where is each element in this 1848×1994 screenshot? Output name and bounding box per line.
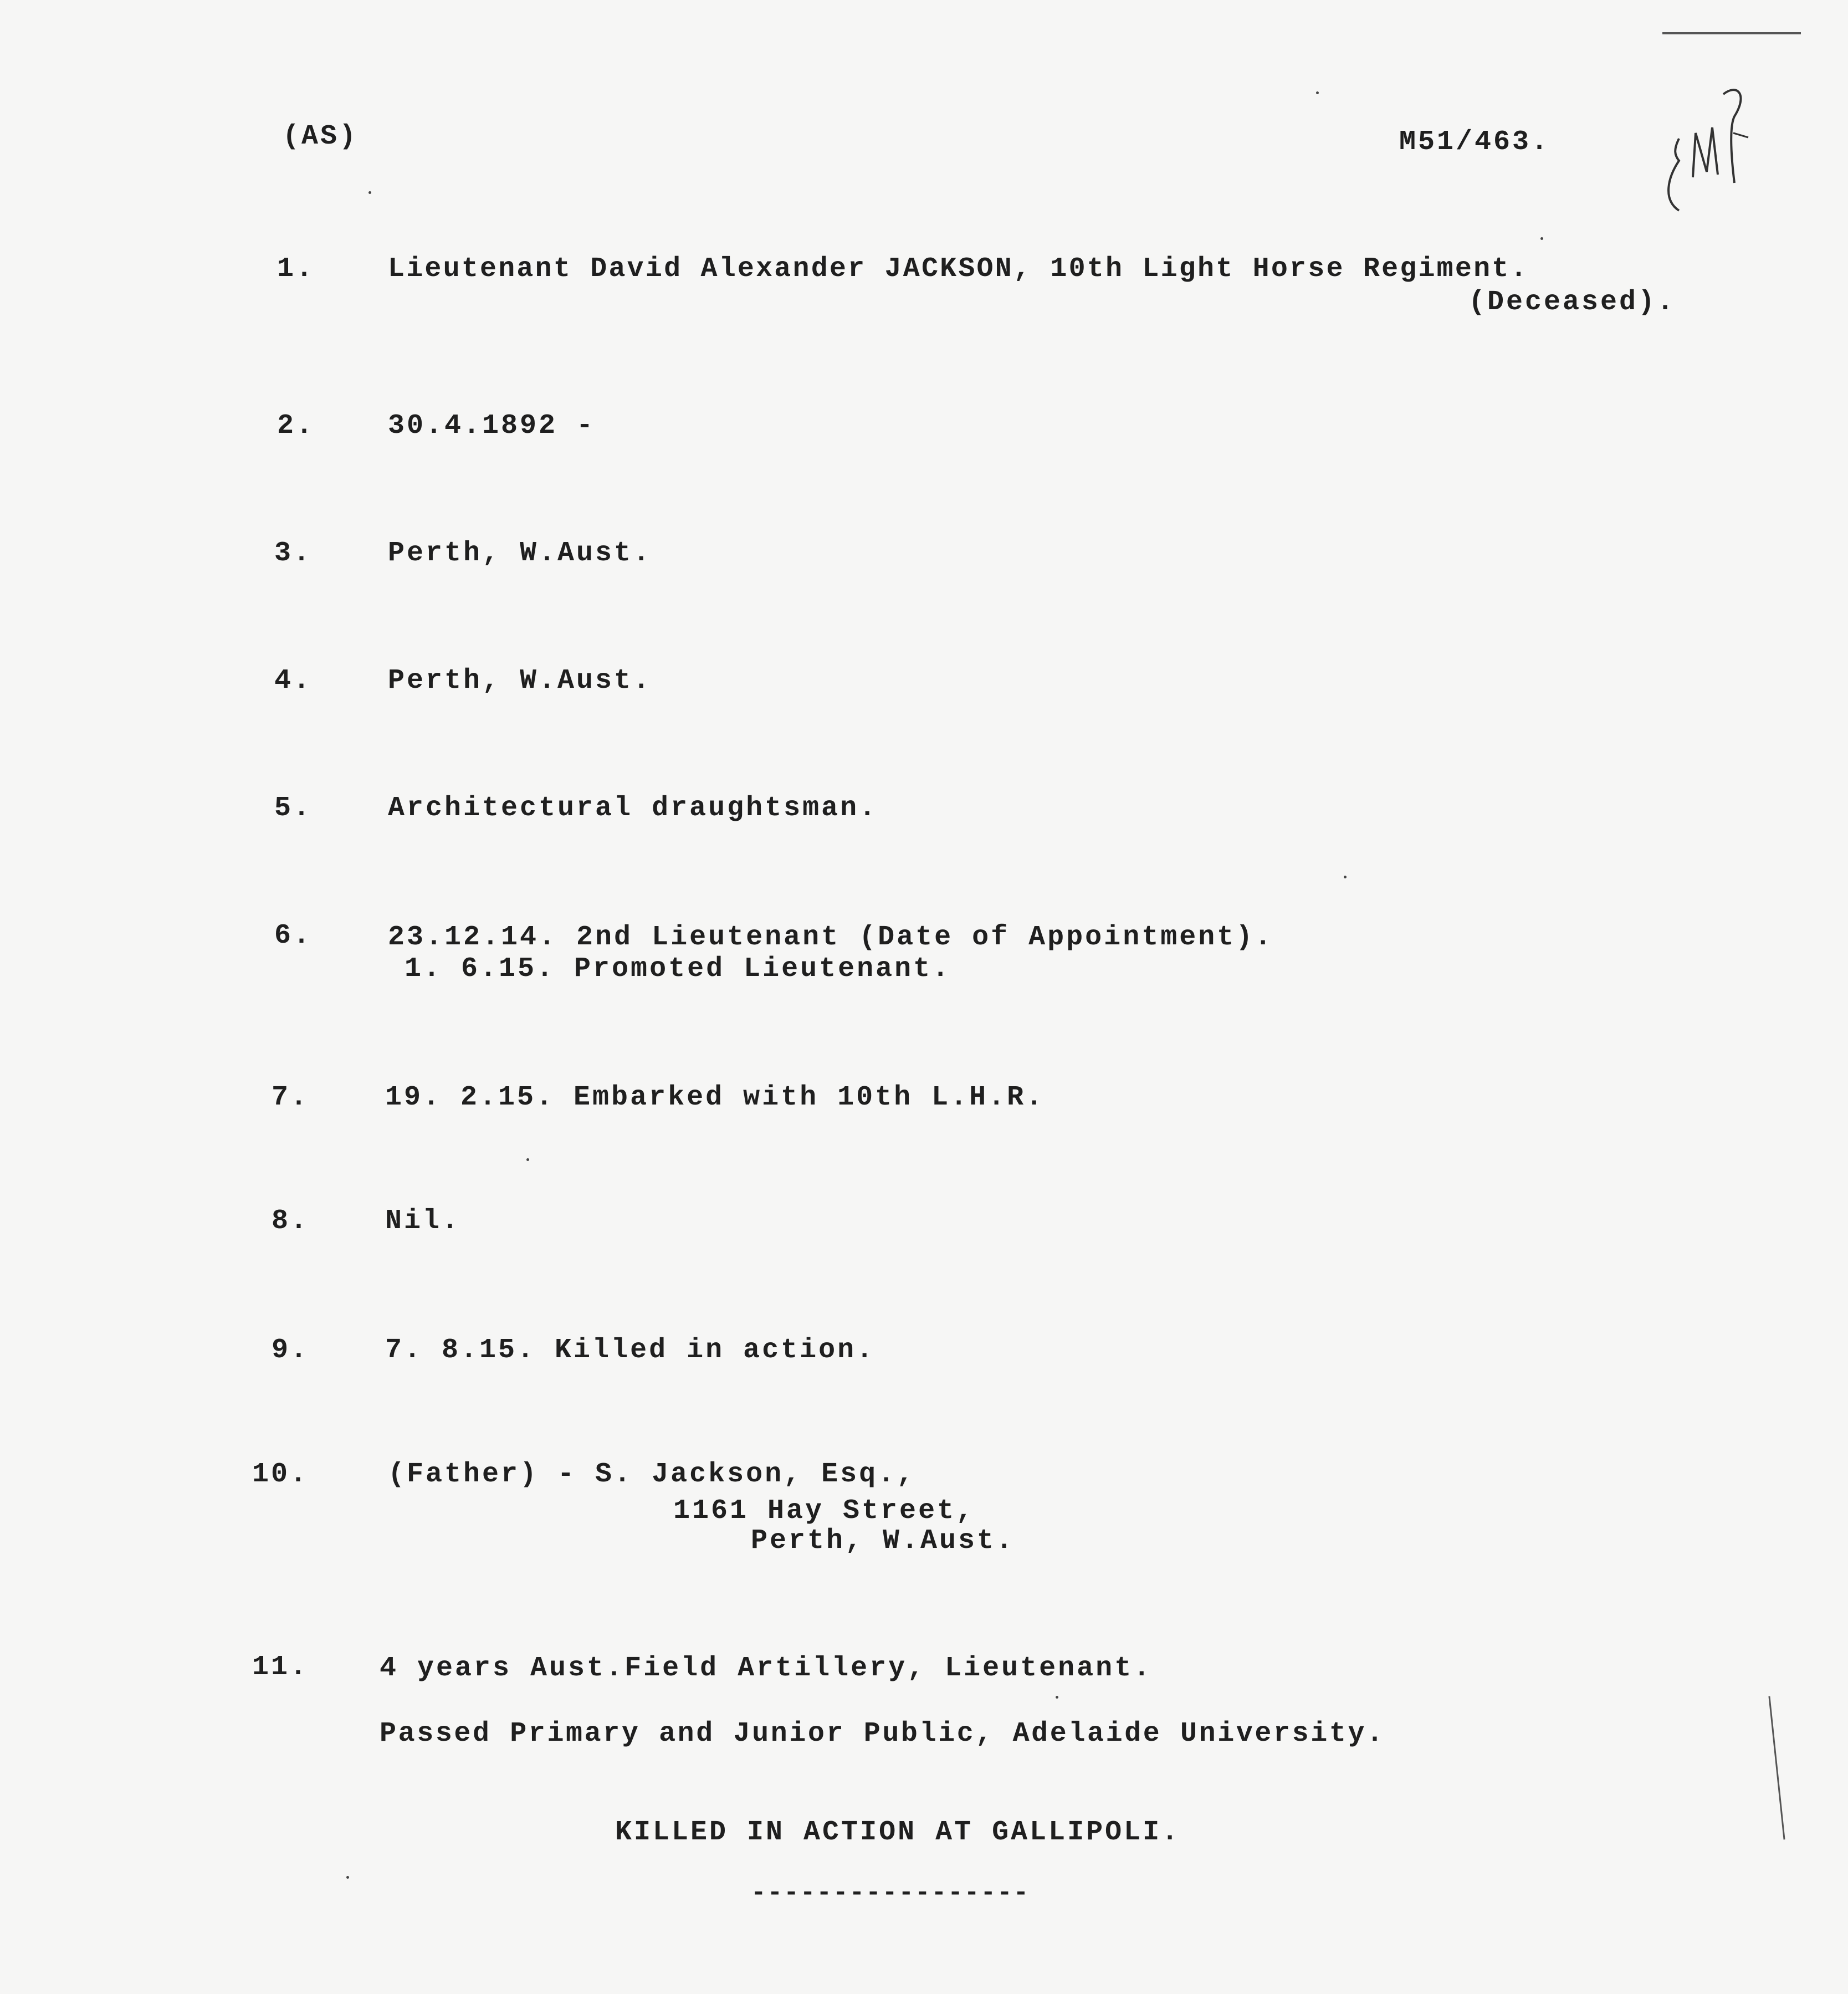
scan-edge-line-top — [1662, 32, 1801, 34]
entry-10-line-2: 1161 Hay Street, — [673, 1495, 975, 1527]
header-right-code: M51/463. — [1399, 126, 1550, 158]
entry-number-2: 2. — [277, 410, 315, 442]
entry-number-10: 10. — [252, 1459, 309, 1490]
entry-number-11: 11. — [252, 1652, 309, 1683]
entry-number-7: 7. — [272, 1082, 310, 1113]
entry-10-line-3: Perth, W.Aust. — [751, 1525, 1015, 1557]
handwritten-initials — [1640, 72, 1768, 227]
entry-number-6: 6. — [274, 920, 313, 952]
entry-number-5: 5. — [274, 793, 313, 824]
scan-speck — [368, 191, 371, 194]
entry-number-3: 3. — [274, 538, 313, 569]
entry-11-line-2: Passed Primary and Junior Public, Adelaide University. — [380, 1718, 1385, 1750]
entry-number-4: 4. — [274, 665, 313, 697]
scan-speck — [1344, 876, 1347, 878]
scan-speck — [1540, 237, 1543, 240]
scan-speck — [346, 1876, 349, 1879]
entry-8-line-1: Nil. — [385, 1205, 461, 1237]
entry-3-line-1: Perth, W.Aust. — [388, 538, 652, 569]
scan-edge-line-right — [1768, 1696, 1785, 1840]
entry-9-line-1: 7. 8.15. Killed in action. — [385, 1335, 876, 1366]
entry-number-8: 8. — [272, 1205, 310, 1237]
header-left-code: (AS) — [283, 121, 359, 152]
scan-speck — [1316, 91, 1319, 94]
entry-7-line-1: 19. 2.15. Embarked with 10th L.H.R. — [385, 1082, 1045, 1113]
entry-1-line-2: (Deceased). — [1468, 287, 1676, 318]
entry-2-line-1: 30.4.1892 - — [388, 410, 596, 442]
entry-10-line-1: (Father) - S. Jackson, Esq., — [388, 1459, 916, 1490]
entry-4-line-1: Perth, W.Aust. — [388, 665, 652, 697]
scan-speck — [526, 1158, 529, 1161]
footer-title: KILLED IN ACTION AT GALLIPOLI. — [615, 1817, 1181, 1848]
entry-number-9: 9. — [272, 1335, 310, 1366]
scan-speck — [1056, 1696, 1058, 1699]
entry-5-line-1: Architectural draughtsman. — [388, 793, 878, 824]
footer-rule: ----------------- — [751, 1879, 1030, 1908]
entry-1-line-1: Lieutenant David Alexander JACKSON, 10th Light Horse Regiment. — [388, 253, 1529, 285]
entry-6-line-2: 1. 6.15. Promoted Lieutenant. — [405, 953, 951, 985]
entry-11-line-1: 4 years Aust.Field Artillery, Lieutenant. — [380, 1653, 1153, 1684]
entry-number-1: 1. — [277, 253, 315, 285]
entry-6-line-1: 23.12.14. 2nd Lieutenant (Date of Appointment). — [388, 922, 1274, 953]
